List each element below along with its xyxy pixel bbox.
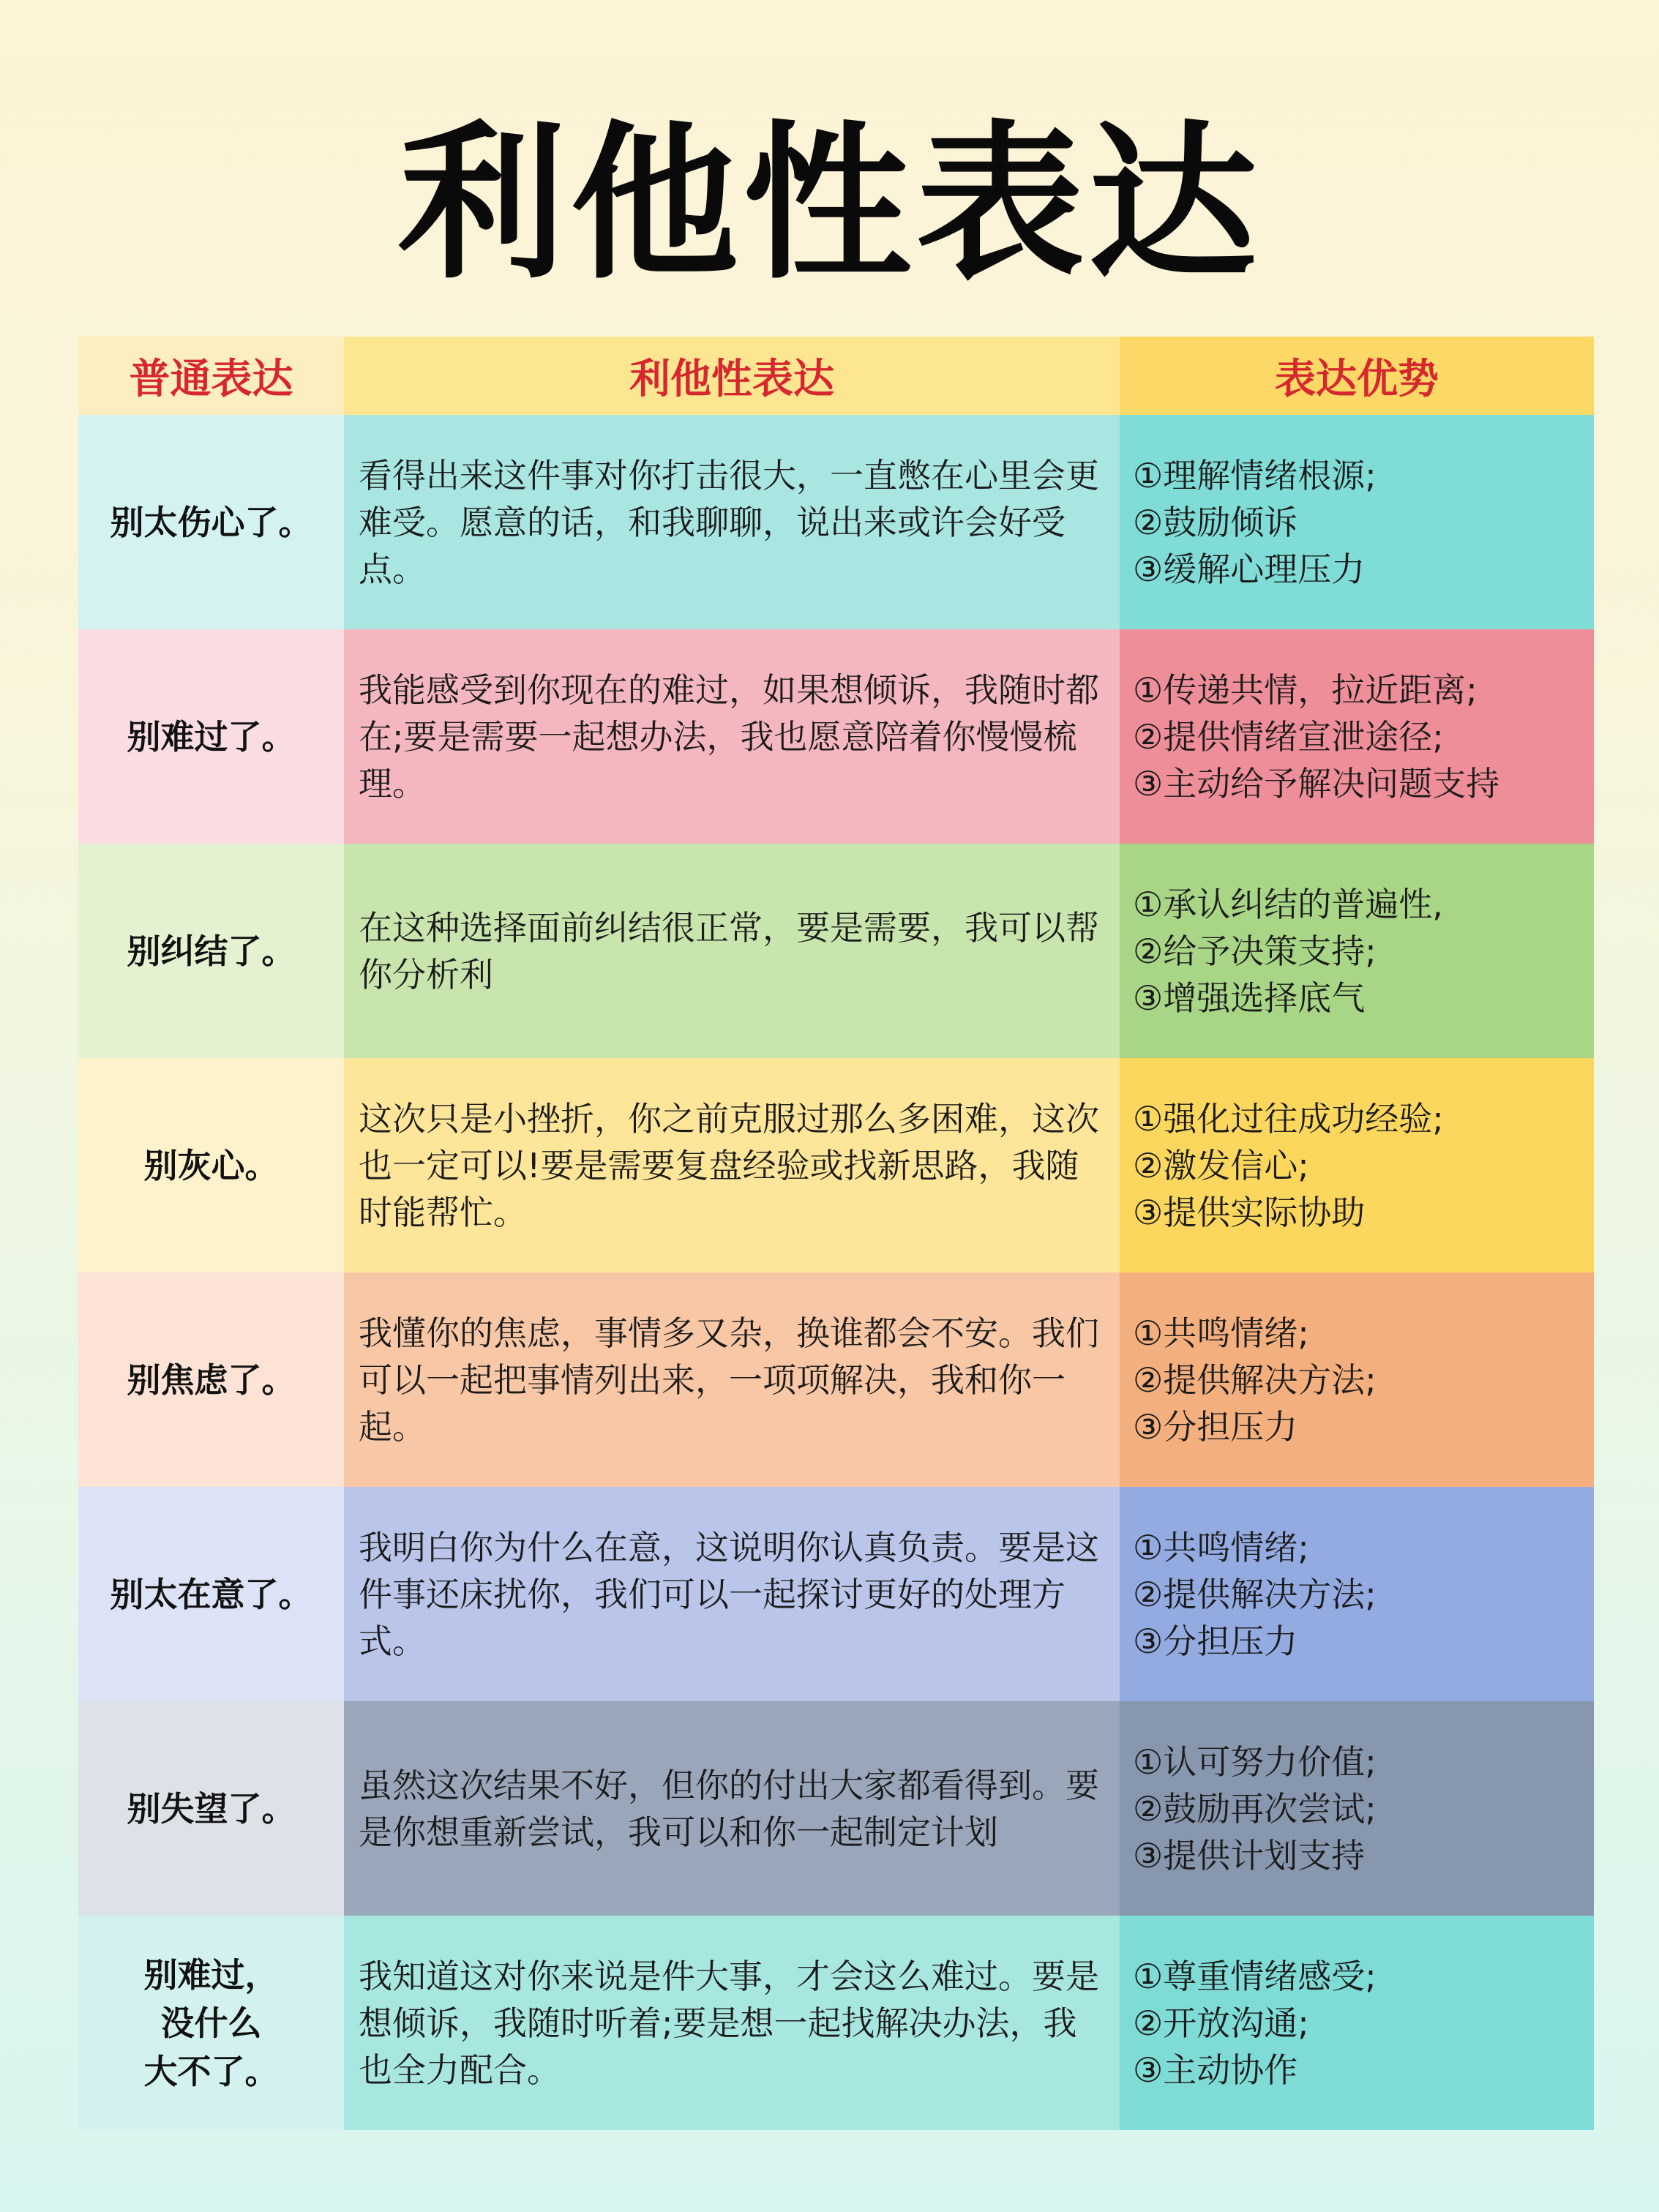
advantage-item: ③主动给予解决问题支持 bbox=[1133, 763, 1500, 803]
advantages-cell bbox=[1120, 629, 1594, 844]
normal-expression-cell bbox=[78, 1701, 344, 1916]
advantage-item: ①强化过往成功经验; bbox=[1133, 1098, 1444, 1139]
table-row bbox=[78, 1272, 1594, 1487]
normal-expression-cell bbox=[78, 415, 344, 629]
advantages-cell bbox=[1120, 1916, 1594, 2130]
normal-expression-cell bbox=[78, 844, 344, 1058]
advantage-item: ③分担压力 bbox=[1133, 1406, 1298, 1447]
normal-expression-text: 别纠结了。 bbox=[127, 931, 296, 971]
altruistic-expression-text: 我知道这对你来说是件大事，才会这么难过。要是想倾诉，我随时听着;要是想一起找解决办法，我也全力配合。 bbox=[359, 1956, 1099, 2090]
advantages-cell bbox=[1120, 1272, 1594, 1487]
table-header bbox=[78, 337, 1594, 415]
advantage-item: ①尊重情绪感受; bbox=[1133, 1956, 1377, 1996]
altruistic-expression-text: 我明白你为什么在意，这说明你认真负责。要是这件事还床扰你，我们可以一起探讨更好的处理方式。 bbox=[359, 1527, 1099, 1661]
advantages-list bbox=[1133, 881, 1443, 1021]
normal-expression-text: 别失望了。 bbox=[127, 1788, 296, 1829]
advantages-cell bbox=[1120, 415, 1594, 629]
advantage-item: ②鼓励倾诉 bbox=[1133, 502, 1298, 542]
header-normal-expression: 普通表达 bbox=[78, 337, 344, 415]
normal-expression-text: 别太在意了。 bbox=[110, 1574, 312, 1614]
table-row bbox=[78, 1701, 1594, 1916]
normal-expression-text: 别难过， 没什么 大不了。 bbox=[143, 1954, 279, 2091]
advantages-cell bbox=[1120, 1058, 1594, 1272]
advantage-item: ③提供计划支持 bbox=[1133, 1835, 1366, 1875]
altruistic-expression-text: 看得出来这件事对你打击很大，一直憋在心里会更难受。愿意的话，和我聊聊，说出来或许会好受点。 bbox=[359, 455, 1099, 589]
advantage-item: ③主动协作 bbox=[1133, 2050, 1298, 2090]
normal-expression-cell bbox=[78, 1916, 344, 2130]
advantage-item: ①认可努力价值; bbox=[1133, 1742, 1377, 1782]
advantage-item: ②给予决策支持; bbox=[1133, 931, 1377, 971]
advantage-item: ①共鸣情绪; bbox=[1133, 1527, 1309, 1567]
normal-expression-text: 别灰心。 bbox=[143, 1145, 279, 1185]
altruistic-expression-text: 我懂你的焦虑，事情多又杂，换谁都会不安。我们可以一起把事情列出来，一项项解决，我和你一起。 bbox=[359, 1313, 1099, 1447]
advantage-item: ②开放沟通; bbox=[1133, 2003, 1309, 2043]
advantage-item: ②鼓励再次尝试; bbox=[1133, 1788, 1377, 1829]
advantages-list bbox=[1133, 1953, 1377, 2093]
advantages-list bbox=[1133, 667, 1499, 807]
advantage-item: ②提供解决方法; bbox=[1133, 1574, 1377, 1614]
table-row bbox=[78, 1487, 1594, 1701]
altruistic-expression-cell bbox=[344, 1058, 1120, 1272]
altruistic-expression-cell bbox=[344, 1701, 1120, 1916]
normal-expression-cell bbox=[78, 629, 344, 844]
advantage-item: ③分担压力 bbox=[1133, 1621, 1298, 1661]
table-row bbox=[78, 844, 1594, 1058]
advantage-item: ②激发信心; bbox=[1133, 1145, 1309, 1185]
altruistic-expression-text: 这次只是小挫折，你之前克服过那么多困难，这次也一定可以!要是需要复盘经验或找新思路，我随时能帮忙。 bbox=[359, 1098, 1099, 1232]
advantages-cell bbox=[1120, 844, 1594, 1058]
advantages-list bbox=[1133, 452, 1377, 593]
advantage-item: ①传递共情，拉近距离; bbox=[1133, 670, 1478, 710]
page-title: 利他性表达 bbox=[397, 107, 1262, 302]
normal-expression-cell bbox=[78, 1272, 344, 1487]
altruistic-expression-text: 在这种选择面前纠结很正常，要是需要，我可以帮你分析利 bbox=[359, 907, 1099, 994]
table-row bbox=[78, 1058, 1594, 1272]
altruistic-expression-cell bbox=[344, 1487, 1120, 1701]
altruistic-expression-cell bbox=[344, 1916, 1120, 2130]
normal-expression-text: 别难过了。 bbox=[127, 716, 296, 757]
advantage-item: ②提供解决方法; bbox=[1133, 1360, 1377, 1400]
normal-expression-cell bbox=[78, 1487, 344, 1701]
table-row bbox=[78, 629, 1594, 844]
advantages-cell bbox=[1120, 1487, 1594, 1701]
normal-expression-cell bbox=[78, 1058, 344, 1272]
advantages-list bbox=[1133, 1524, 1377, 1665]
advantage-item: ①共鸣情绪; bbox=[1133, 1313, 1309, 1353]
altruistic-expression-cell bbox=[344, 629, 1120, 844]
altruistic-expression-cell bbox=[344, 844, 1120, 1058]
advantage-item: ③提供实际协助 bbox=[1133, 1192, 1366, 1232]
comparison-table bbox=[78, 337, 1594, 2130]
altruistic-expression-text: 我能感受到你现在的难过，如果想倾诉，我随时都在;要是需要一起想办法，我也愿意陪着你慢慢梳理。 bbox=[359, 670, 1099, 803]
header-advantages: 表达优势 bbox=[1120, 337, 1594, 415]
table-body bbox=[78, 415, 1594, 2130]
normal-expression-text: 别太伤心了。 bbox=[110, 502, 312, 542]
advantage-item: ②提供情绪宣泄途径; bbox=[1133, 716, 1444, 757]
advantages-list bbox=[1133, 1739, 1377, 1879]
advantage-item: ①理解情绪根源; bbox=[1133, 455, 1377, 495]
header-altruistic-expression: 利他性表达 bbox=[344, 337, 1120, 415]
advantage-item: ③缓解心理压力 bbox=[1133, 549, 1366, 589]
advantages-cell bbox=[1120, 1701, 1594, 1916]
advantage-item: ③增强选择底气 bbox=[1133, 978, 1366, 1018]
altruistic-expression-text: 虽然这次结果不好，但你的付出大家都看得到。要是你想重新尝试，我可以和你一起制定计划 bbox=[359, 1765, 1099, 1852]
altruistic-expression-cell bbox=[344, 415, 1120, 629]
normal-expression-text: 别焦虑了。 bbox=[127, 1360, 296, 1400]
altruistic-expression-cell bbox=[344, 1272, 1120, 1487]
table-row bbox=[78, 1916, 1594, 2130]
table-row bbox=[78, 415, 1594, 629]
advantages-list bbox=[1133, 1095, 1444, 1236]
advantage-item: ①承认纠结的普遍性, bbox=[1133, 884, 1443, 924]
advantages-list bbox=[1133, 1310, 1377, 1450]
